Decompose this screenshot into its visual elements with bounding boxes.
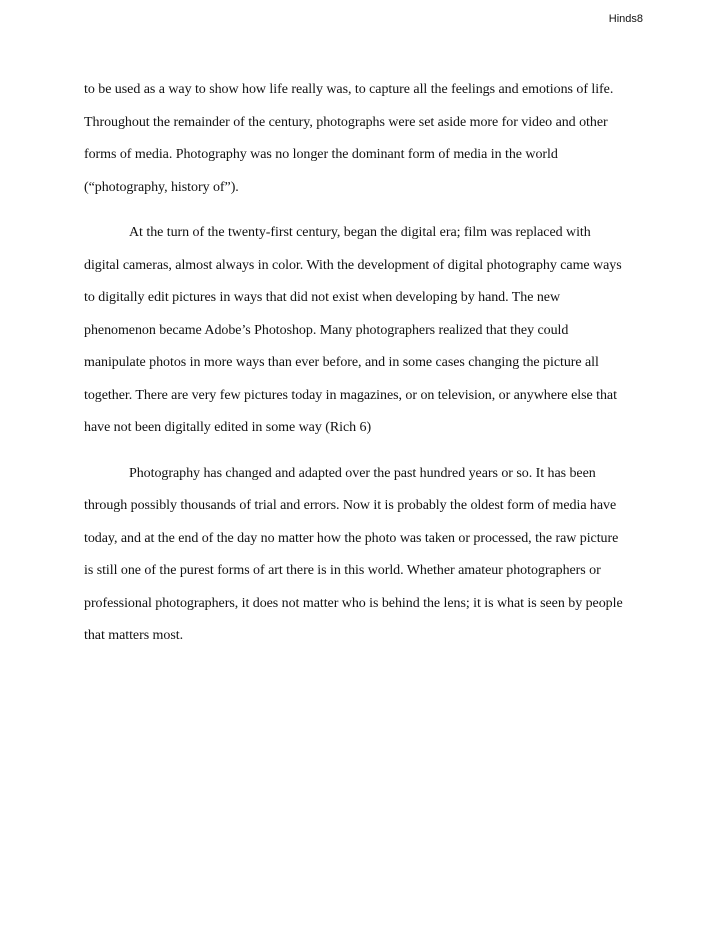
text-line: Throughout the remainder of the century, photographs were set aside more for video and other: [84, 114, 608, 130]
page-header-label: Hinds8: [608, 13, 643, 25]
text-line: today, and at the end of the day no matter how the photo was taken or processed, the raw picture: [84, 530, 619, 546]
text-line: (“photography, history of”).: [84, 179, 239, 195]
text-line: forms of media. Photography was no longer the dominant form of media in the world: [84, 147, 558, 162]
text-line: to be used as a way to show how life really was, to capture all the feelings and emotions of life.: [84, 82, 614, 97]
paragraph: [84, 80, 650, 210]
text-line: Photography has changed and adapted over the past hundred years or so. It has been: [129, 465, 596, 481]
text-line: through possibly thousands of trial and errors. Now it is probably the oldest form of media have: [84, 498, 617, 513]
paragraph: [84, 464, 650, 659]
paragraph: [84, 223, 650, 451]
text-line: digital cameras, almost always in color. With the development of digital photography came ways: [84, 257, 622, 273]
document-body: [84, 80, 650, 659]
text-line: to digitally edit pictures in ways that did not exist when developing by hand. The new: [84, 290, 561, 305]
text-line: At the turn of the twenty-first century, began the digital era; film was replaced with: [129, 225, 591, 240]
paragraph-spacer: [84, 210, 650, 223]
text-line: phenomenon became Adobe’s Photoshop. Many photographers realized that they could: [84, 322, 569, 338]
text-line: is still one of the purest forms of art there is in this world. Whether amateur photographers or: [84, 563, 601, 578]
text-line: together. There are very few pictures today in magazines, or on television, or anywhere else that: [84, 387, 617, 403]
text-line: professional photographers, it does not matter who is behind the lens; it is what is seen by people: [84, 595, 623, 611]
text-line: that matters most.: [84, 628, 184, 643]
text-line: have not been digitally edited in some way (Rich 6): [84, 420, 372, 435]
paragraph-spacer: [84, 451, 650, 464]
text-line: manipulate photos in more ways than ever before, and in some cases changing the picture all: [84, 355, 599, 370]
